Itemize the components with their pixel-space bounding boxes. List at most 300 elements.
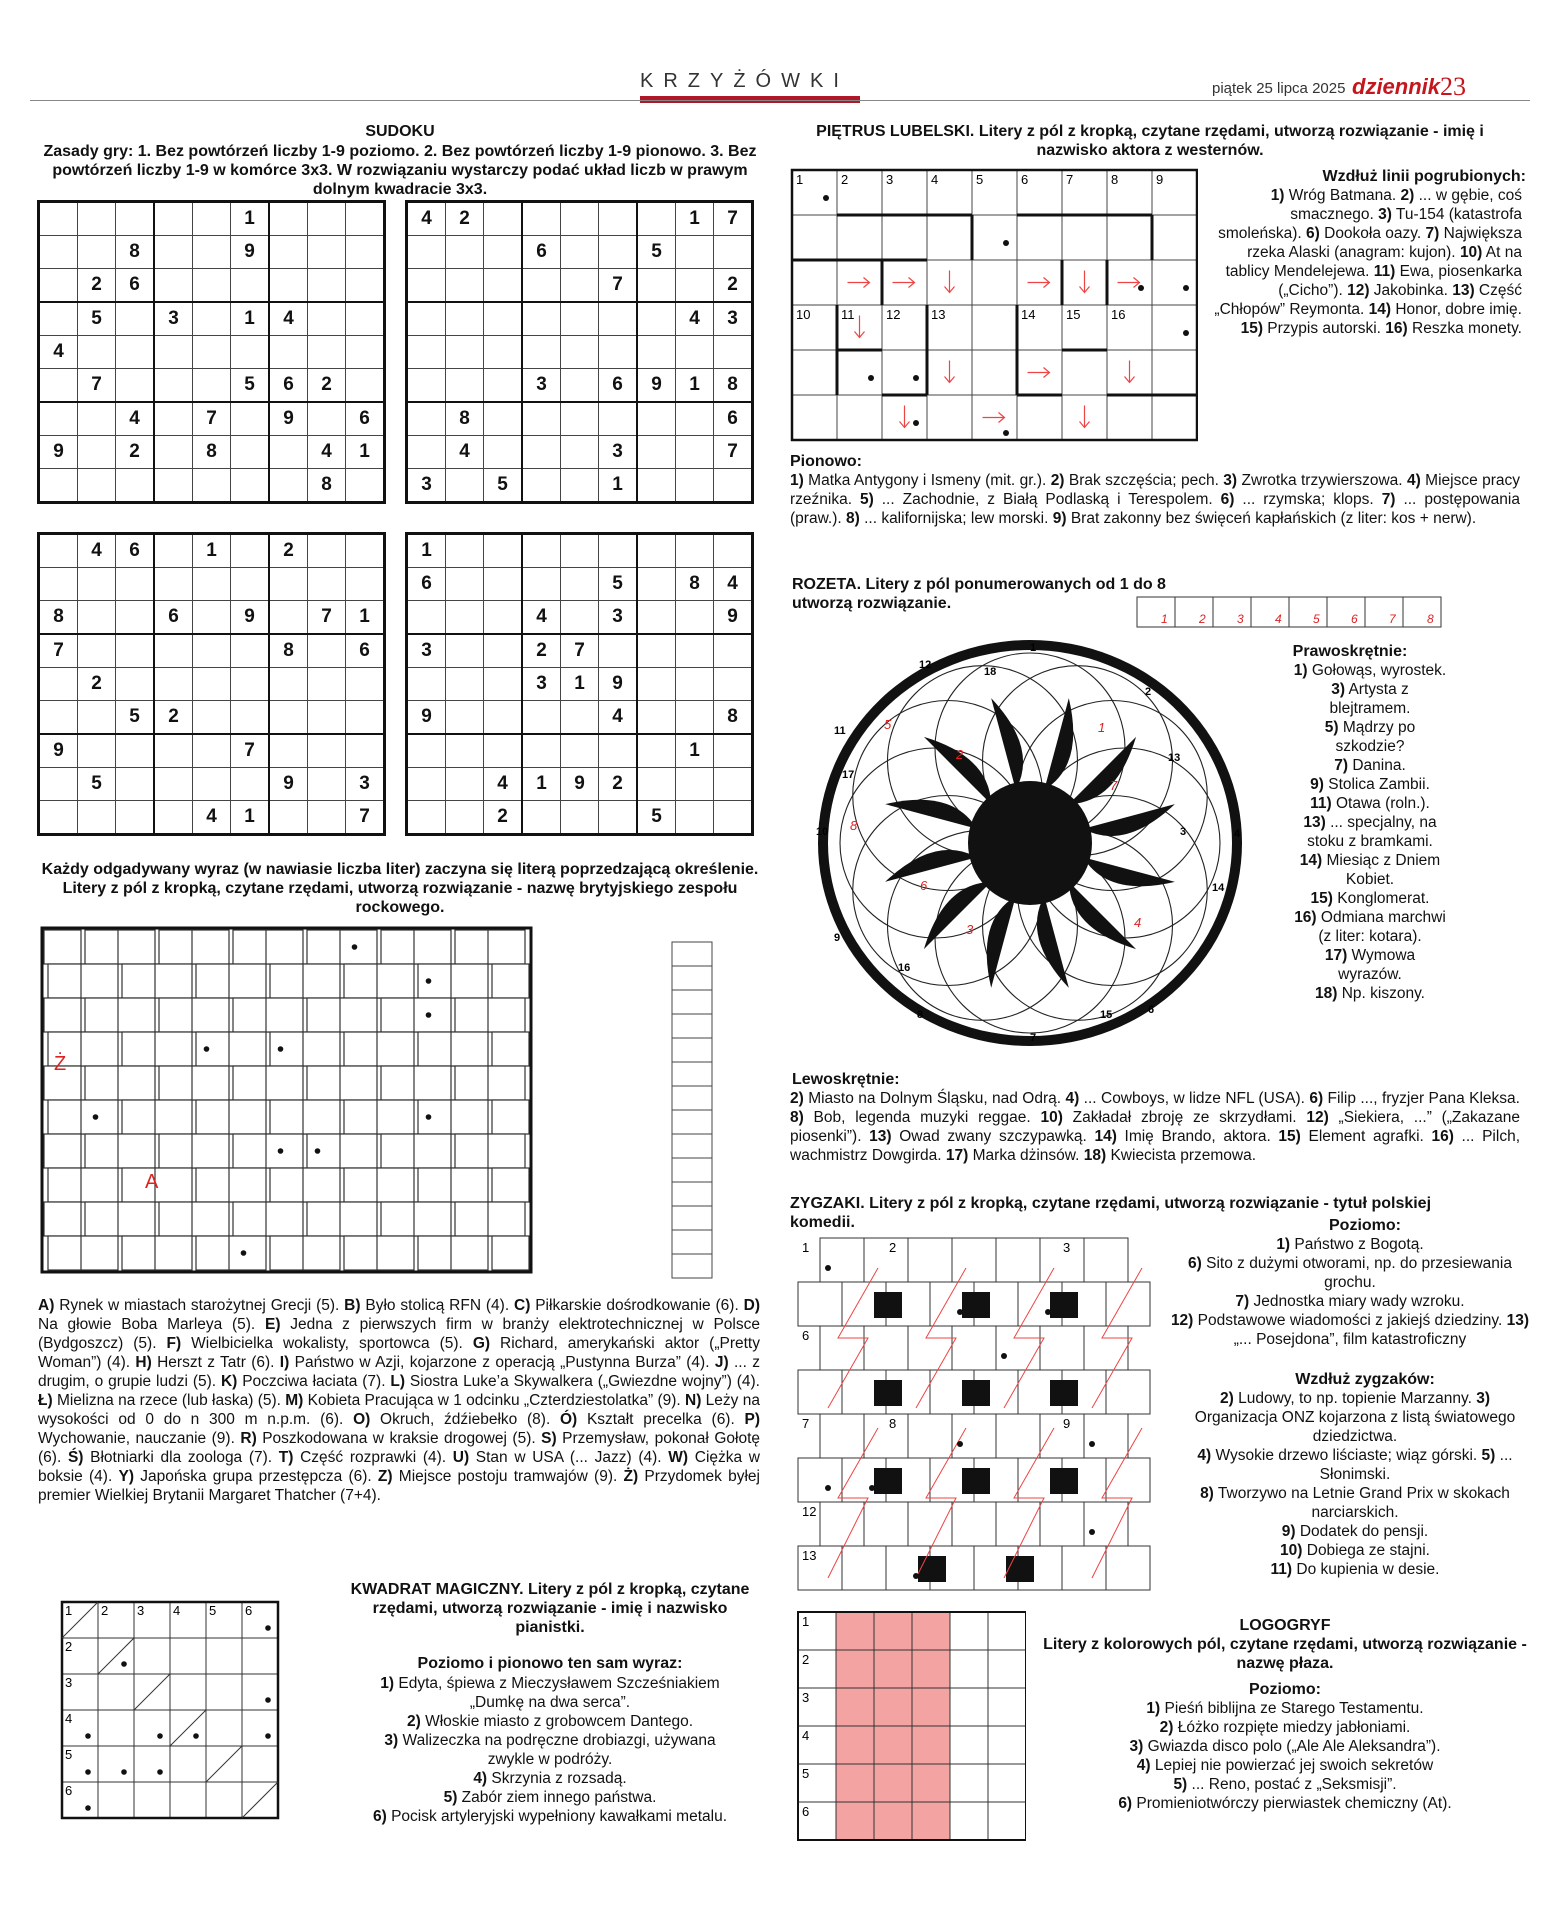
sudoku-cell[interactable] [407,236,446,269]
solution-cell[interactable] [672,1182,712,1206]
sudoku-cell[interactable] [193,236,231,269]
sudoku-cell[interactable] [637,634,676,668]
sudoku-cell[interactable] [231,668,270,701]
band-cell[interactable] [377,1100,414,1134]
sudoku-cell[interactable] [599,734,638,768]
sudoku-cell[interactable] [484,202,523,236]
sudoku-cell[interactable] [637,202,676,236]
magic-square-cell[interactable] [134,1782,170,1818]
sudoku-cell[interactable] [637,534,676,568]
band-cell[interactable] [455,998,492,1032]
sudoku-cell[interactable] [446,336,484,369]
band-cell[interactable] [229,1032,266,1066]
sudoku-cell[interactable] [78,734,116,768]
solution-cell[interactable] [672,1086,712,1110]
sudoku-cell[interactable] [714,634,753,668]
band-cell[interactable] [122,1032,159,1066]
sudoku-cell[interactable] [637,768,676,801]
solution-cell[interactable] [672,1014,712,1038]
sudoku-cell[interactable] [116,336,155,369]
band-cell[interactable] [192,1066,229,1100]
band-cell[interactable] [118,1134,155,1168]
sudoku-grid-4[interactable] [405,532,754,836]
zygzaki-cell[interactable] [996,1326,1040,1370]
sudoku-cell[interactable] [269,734,308,768]
sudoku-cell[interactable] [637,469,676,503]
sudoku-cell[interactable] [154,469,193,503]
band-cell[interactable] [381,1202,418,1236]
logogryf-cell[interactable] [874,1612,912,1650]
pietrus-grid[interactable] [790,168,1198,444]
band-cell[interactable] [418,964,455,998]
sudoku-cell[interactable] [637,402,676,436]
zygzaki-cell[interactable] [1106,1546,1150,1590]
band-cell[interactable] [488,1134,525,1168]
band-cell[interactable] [81,1236,118,1270]
band-cell[interactable] [155,1168,192,1202]
pietrus-cell[interactable] [792,260,837,305]
sudoku-cell[interactable] [561,469,599,503]
sudoku-cell[interactable] [446,634,484,668]
sudoku-cell[interactable] [78,336,116,369]
sudoku-cell[interactable] [269,568,308,601]
band-cell[interactable] [118,998,155,1032]
sudoku-cell[interactable] [346,469,385,503]
zygzaki-cell[interactable] [1106,1370,1150,1414]
band-cell[interactable] [344,1236,381,1270]
sudoku-cell[interactable] [39,668,78,701]
pietrus-cell[interactable] [972,215,1017,260]
sudoku-cell[interactable] [637,668,676,701]
band-cell[interactable] [418,1100,455,1134]
magic-square-cell[interactable] [170,1638,206,1674]
band-cell[interactable] [451,964,488,998]
band-cell[interactable] [451,1236,488,1270]
solution-cell[interactable] [672,1254,712,1278]
solution-cell[interactable] [672,1134,712,1158]
sudoku-cell[interactable] [308,734,346,768]
band-cell[interactable] [122,1100,159,1134]
magic-square-cell[interactable] [170,1674,206,1710]
sudoku-cell[interactable] [446,801,484,835]
solution-cell[interactable] [672,966,712,990]
zygzaki-cell[interactable] [1040,1238,1084,1282]
rozeta-solution-cell[interactable] [1251,597,1289,627]
sudoku-cell[interactable] [346,369,385,403]
sudoku-cell[interactable] [522,534,561,568]
zygzaki-cell[interactable] [908,1238,952,1282]
zygzaki-cell[interactable] [798,1282,842,1326]
sudoku-cell[interactable] [484,269,523,303]
zygzaki-cell[interactable] [842,1546,886,1590]
band-cell[interactable] [488,998,525,1032]
band-cell[interactable] [307,930,344,964]
sudoku-cell[interactable] [231,534,270,568]
sudoku-cell[interactable] [599,402,638,436]
sudoku-cell[interactable] [484,302,523,336]
magic-square-cell[interactable] [134,1710,170,1746]
sudoku-cell[interactable] [346,668,385,701]
logogryf-cell[interactable] [950,1802,988,1840]
sudoku-cell[interactable] [116,202,155,236]
sudoku-cell[interactable] [154,634,193,668]
zygzaki-cell[interactable] [996,1414,1040,1458]
sudoku-cell[interactable] [446,734,484,768]
sudoku-cell[interactable] [116,601,155,635]
band-cell[interactable] [44,1202,81,1236]
zygzaki-cell[interactable] [1084,1326,1128,1370]
sudoku-cell[interactable] [446,701,484,735]
sudoku-cell[interactable] [231,768,270,801]
band-cell[interactable] [455,1134,492,1168]
band-cell[interactable] [266,930,303,964]
zygzaki-cell[interactable] [864,1502,908,1546]
logogryf-cell[interactable] [950,1726,988,1764]
sudoku-cell[interactable] [407,269,446,303]
sudoku-cell[interactable] [269,801,308,835]
solution-cell[interactable] [672,990,712,1014]
band-cell[interactable] [303,1168,340,1202]
sudoku-cell[interactable] [446,269,484,303]
sudoku-cell[interactable] [484,534,523,568]
sudoku-cell[interactable] [484,734,523,768]
zygzaki-cell[interactable] [952,1326,996,1370]
sudoku-cell[interactable] [116,568,155,601]
band-cell[interactable] [488,930,525,964]
magic-square-cell[interactable] [206,1710,242,1746]
sudoku-cell[interactable] [714,768,753,801]
band-cell[interactable] [196,1032,233,1066]
sudoku-cell[interactable] [446,768,484,801]
zygzaki-cell[interactable] [908,1326,952,1370]
sudoku-cell[interactable] [522,202,561,236]
band-cell[interactable] [303,964,340,998]
sudoku-cell[interactable] [599,801,638,835]
band-cell[interactable] [270,1168,307,1202]
sudoku-cell[interactable] [446,236,484,269]
pietrus-cell[interactable] [792,350,837,395]
sudoku-cell[interactable] [269,236,308,269]
sudoku-cell[interactable] [484,236,523,269]
sudoku-cell[interactable] [116,668,155,701]
sudoku-cell[interactable] [561,402,599,436]
band-cell[interactable] [229,1236,266,1270]
sudoku-cell[interactable] [637,336,676,369]
band-cell[interactable] [192,930,229,964]
logogryf-cell[interactable] [874,1688,912,1726]
logogryf-cell[interactable] [836,1688,874,1726]
band-cell[interactable] [48,964,85,998]
zygzaki-cell[interactable] [864,1414,908,1458]
sudoku-cell[interactable] [522,568,561,601]
logogryf-cell[interactable] [988,1612,1026,1650]
band-cell[interactable] [451,1100,488,1134]
zygzaki-cell[interactable] [996,1238,1040,1282]
sudoku-cell[interactable] [231,436,270,469]
band-cell[interactable] [233,1066,270,1100]
band-cell[interactable] [81,1168,118,1202]
band-cell[interactable] [492,1100,529,1134]
sudoku-cell[interactable] [407,801,446,835]
band-cell[interactable] [488,1202,525,1236]
pietrus-cell[interactable] [927,215,972,260]
sudoku-cell[interactable] [676,336,714,369]
band-cell[interactable] [81,1032,118,1066]
sudoku-cell[interactable] [522,701,561,735]
band-cell[interactable] [344,1032,381,1066]
pietrus-cell[interactable] [1152,260,1197,305]
band-cell[interactable] [307,1134,344,1168]
sudoku-cell[interactable] [561,336,599,369]
sudoku-cell[interactable] [154,568,193,601]
sudoku-cell[interactable] [637,568,676,601]
logogryf-cell[interactable] [836,1764,874,1802]
logogryf-cell[interactable] [912,1650,950,1688]
sudoku-cell[interactable] [676,601,714,635]
sudoku-cell[interactable] [308,236,346,269]
band-cell[interactable] [377,1032,414,1066]
band-cell[interactable] [44,930,81,964]
sudoku-cell[interactable] [39,302,78,336]
band-cell[interactable] [159,1066,196,1100]
sudoku-cell[interactable] [446,302,484,336]
band-cell[interactable] [266,1134,303,1168]
sudoku-cell[interactable] [78,469,116,503]
sudoku-cell[interactable] [446,534,484,568]
sudoku-cell[interactable] [269,668,308,701]
zygzaki-cell[interactable] [798,1370,842,1414]
sudoku-cell[interactable] [78,436,116,469]
sudoku-cell[interactable] [78,202,116,236]
band-cell[interactable] [307,998,344,1032]
sudoku-cell[interactable] [407,336,446,369]
pietrus-cell[interactable] [837,395,882,440]
sudoku-cell[interactable] [154,534,193,568]
sudoku-cell[interactable] [308,634,346,668]
logogryf-cell[interactable] [836,1802,874,1840]
band-grid[interactable] [40,920,760,1290]
sudoku-cell[interactable] [116,634,155,668]
sudoku-cell[interactable] [676,701,714,735]
sudoku-cell[interactable] [714,236,753,269]
sudoku-cell[interactable] [637,436,676,469]
rozeta-solution-cell[interactable] [1365,597,1403,627]
sudoku-cell[interactable] [154,734,193,768]
logogryf-cell[interactable] [988,1764,1026,1802]
zygzaki-cell[interactable] [820,1238,864,1282]
band-cell[interactable] [377,1236,414,1270]
sudoku-cell[interactable] [714,801,753,835]
band-cell[interactable] [488,1066,525,1100]
sudoku-cell[interactable] [269,269,308,303]
band-cell[interactable] [233,998,270,1032]
solution-cell[interactable] [672,1038,712,1062]
sudoku-cell[interactable] [561,534,599,568]
sudoku-cell[interactable] [561,568,599,601]
zygzaki-cell[interactable] [1040,1326,1084,1370]
sudoku-cell[interactable] [676,768,714,801]
sudoku-cell[interactable] [714,336,753,369]
sudoku-grid-1[interactable] [37,200,386,504]
rozeta-solution-cell[interactable] [1213,597,1251,627]
band-cell[interactable] [233,1134,270,1168]
band-cell[interactable] [48,1168,85,1202]
sudoku-cell[interactable] [78,236,116,269]
sudoku-cell[interactable] [637,734,676,768]
sudoku-cell[interactable] [193,469,231,503]
logogryf-cell[interactable] [988,1650,1026,1688]
sudoku-cell[interactable] [484,369,523,403]
band-cell[interactable] [451,1168,488,1202]
sudoku-cell[interactable] [116,801,155,835]
sudoku-cell[interactable] [39,768,78,801]
band-cell[interactable] [492,1236,529,1270]
band-cell[interactable] [414,1134,451,1168]
pietrus-cell[interactable] [1107,215,1152,260]
rozeta-solution-cell[interactable] [1327,597,1365,627]
sudoku-cell[interactable] [599,202,638,236]
sudoku-cell[interactable] [116,469,155,503]
sudoku-cell[interactable] [484,701,523,735]
band-cell[interactable] [122,1236,159,1270]
band-cell[interactable] [266,1066,303,1100]
sudoku-cell[interactable] [599,336,638,369]
band-cell[interactable] [229,1168,266,1202]
band-cell[interactable] [266,1202,303,1236]
sudoku-cell[interactable] [39,568,78,601]
sudoku-cell[interactable] [39,469,78,503]
band-cell[interactable] [455,1066,492,1100]
sudoku-grid-3[interactable] [37,532,386,836]
sudoku-cell[interactable] [269,701,308,735]
band-cell[interactable] [414,1202,451,1236]
band-cell[interactable] [381,930,418,964]
magic-square-cell[interactable] [170,1746,206,1782]
rozeta-solution-cell[interactable] [1137,597,1175,627]
pietrus-cell[interactable] [927,395,972,440]
solution-cell[interactable] [672,1206,712,1230]
band-cell[interactable] [85,1066,122,1100]
sudoku-cell[interactable] [561,202,599,236]
sudoku-cell[interactable] [231,402,270,436]
band-cell[interactable] [122,964,159,998]
zygzaki-cell[interactable] [952,1502,996,1546]
band-cell[interactable] [85,930,122,964]
sudoku-cell[interactable] [308,668,346,701]
band-cell[interactable] [266,998,303,1032]
band-cell[interactable] [381,998,418,1032]
magic-square-cell[interactable] [134,1746,170,1782]
sudoku-cell[interactable] [39,402,78,436]
sudoku-cell[interactable] [308,202,346,236]
band-cell[interactable] [340,930,377,964]
sudoku-cell[interactable] [561,369,599,403]
sudoku-cell[interactable] [231,336,270,369]
sudoku-cell[interactable] [676,402,714,436]
sudoku-cell[interactable] [39,269,78,303]
zygzaki-cell[interactable] [1084,1502,1128,1546]
sudoku-cell[interactable] [484,668,523,701]
sudoku-cell[interactable] [154,668,193,701]
band-cell[interactable] [418,1032,455,1066]
magic-square-cell[interactable] [98,1746,134,1782]
magic-square-cell[interactable] [242,1674,278,1710]
band-cell[interactable] [155,1100,192,1134]
band-cell[interactable] [85,998,122,1032]
sudoku-cell[interactable] [154,236,193,269]
zygzaki-cell[interactable] [1062,1546,1106,1590]
sudoku-cell[interactable] [78,601,116,635]
pietrus-cell[interactable] [1017,215,1062,260]
sudoku-cell[interactable] [676,634,714,668]
sudoku-cell[interactable] [154,202,193,236]
sudoku-cell[interactable] [78,634,116,668]
sudoku-cell[interactable] [308,269,346,303]
pietrus-cell[interactable] [1107,395,1152,440]
band-cell[interactable] [155,1236,192,1270]
pietrus-cell[interactable] [972,350,1017,395]
sudoku-cell[interactable] [231,469,270,503]
band-cell[interactable] [451,1032,488,1066]
band-cell[interactable] [414,998,451,1032]
sudoku-cell[interactable] [346,568,385,601]
sudoku-cell[interactable] [446,469,484,503]
band-cell[interactable] [85,1134,122,1168]
pietrus-cell[interactable] [1062,215,1107,260]
magic-square-cell[interactable] [98,1710,134,1746]
band-cell[interactable] [418,1236,455,1270]
band-cell[interactable] [340,998,377,1032]
band-cell[interactable] [155,964,192,998]
zygzaki-cell[interactable] [1084,1238,1128,1282]
band-cell[interactable] [270,964,307,998]
sudoku-cell[interactable] [193,369,231,403]
rozeta-solution-row[interactable] [1135,595,1445,631]
logogryf-cell[interactable] [836,1612,874,1650]
sudoku-cell[interactable] [308,568,346,601]
band-cell[interactable] [196,1168,233,1202]
zygzaki-cell[interactable] [1084,1414,1128,1458]
sudoku-cell[interactable] [484,634,523,668]
sudoku-cell[interactable] [154,336,193,369]
sudoku-cell[interactable] [308,402,346,436]
sudoku-cell[interactable] [561,269,599,303]
sudoku-cell[interactable] [308,768,346,801]
sudoku-cell[interactable] [231,634,270,668]
band-cell[interactable] [118,930,155,964]
pietrus-cell[interactable] [1152,350,1197,395]
magic-square-cell[interactable] [242,1638,278,1674]
sudoku-cell[interactable] [193,768,231,801]
logogryf-cell[interactable] [836,1650,874,1688]
pietrus-cell[interactable] [792,215,837,260]
logogryf-cell[interactable] [988,1726,1026,1764]
band-cell[interactable] [340,1134,377,1168]
band-cell[interactable] [44,1134,81,1168]
band-cell[interactable] [159,998,196,1032]
logogryf-cell[interactable] [874,1650,912,1688]
zygzaki-cell[interactable] [952,1238,996,1282]
band-cell[interactable] [48,1100,85,1134]
band-cell[interactable] [418,1168,455,1202]
pietrus-cell[interactable] [1152,305,1197,350]
sudoku-cell[interactable] [599,302,638,336]
pietrus-cell[interactable] [837,215,882,260]
sudoku-cell[interactable] [116,369,155,403]
band-cell[interactable] [85,1202,122,1236]
sudoku-cell[interactable] [193,634,231,668]
zygzaki-cell[interactable] [1040,1502,1084,1546]
